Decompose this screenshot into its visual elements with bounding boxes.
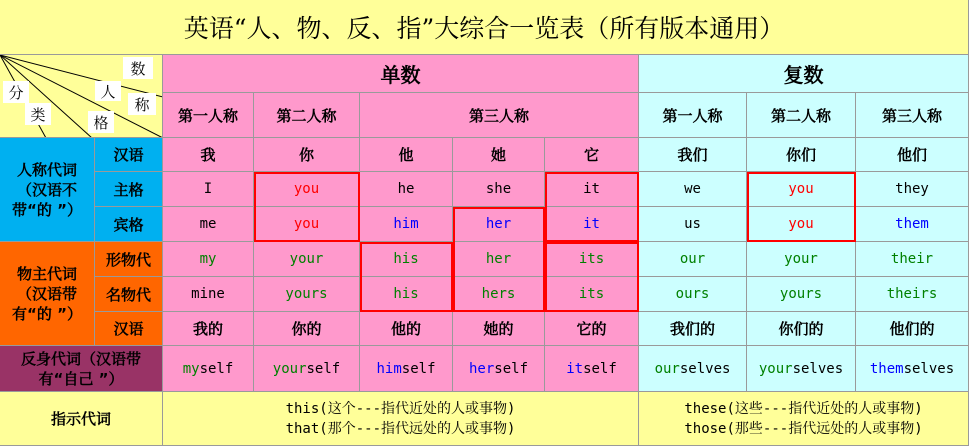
- cell-objective-3s-she: her: [453, 207, 545, 242]
- cell-objective-3s-he: him: [360, 207, 453, 242]
- cell-nominative-3s-he: he: [360, 172, 453, 207]
- cell-hanyu-1p: 我们: [639, 138, 747, 172]
- header-first-person-singular: 第一人称: [163, 93, 254, 138]
- cell-hanyu2-3s-he: 他的: [360, 312, 453, 346]
- group-demonstrative-pronouns: 指示代词: [0, 392, 163, 446]
- cell-adjectival-1p: our: [639, 242, 747, 277]
- cell-nominative-2p: you: [747, 172, 856, 207]
- cell-nominal-2p: yours: [747, 277, 856, 312]
- cell-hanyu-3s-he: 他: [360, 138, 453, 172]
- cell-adjectival-3s-he: his: [360, 242, 453, 277]
- reflexive-stem: my: [182, 360, 200, 377]
- header-first-person-plural: 第一人称: [639, 93, 747, 138]
- demonstrative-these: these(这些---指代近处的人或事物): [684, 400, 923, 417]
- subrow-nominative: 主格: [95, 172, 163, 207]
- cell-reflexive-1p: [639, 346, 747, 392]
- subrow-adjectival-possessive: 形物代: [95, 242, 163, 277]
- header-second-person-singular: 第二人称: [254, 93, 360, 138]
- cell-hanyu-1s: 我: [163, 138, 254, 172]
- cell-nominal-3s-he: his: [360, 277, 453, 312]
- cell-hanyu2-2p: 你们的: [747, 312, 856, 346]
- header-third-person-singular: 第三人称: [360, 93, 639, 138]
- cell-adjectival-1s: my: [163, 242, 254, 277]
- cell-hanyu-3p: 他们: [856, 138, 969, 172]
- group-possessive-pronouns: 物主代词（汉语带有“的 ”）: [0, 242, 95, 346]
- cell-nominative-3s-she: she: [453, 172, 545, 207]
- cell-adjectival-3s-it: its: [545, 242, 639, 277]
- subrow-nominal-possessive: 名物代: [95, 277, 163, 312]
- subrow-hanyu-possessive: 汉语: [95, 312, 163, 346]
- reflexive-stem: her: [468, 360, 495, 377]
- cell-objective-2s: you: [254, 207, 360, 242]
- cell-adjectival-2p: your: [747, 242, 856, 277]
- corner-label-cheng: 称: [128, 93, 156, 115]
- demonstrative-those: those(那些---指代远处的人或事物): [684, 420, 923, 437]
- group-personal-pronouns: 人称代词（汉语不带“的 ”）: [0, 138, 95, 242]
- cell-demonstrative-singular: [163, 392, 639, 446]
- cell-reflexive-3s-she: [453, 346, 545, 392]
- cell-objective-1p: us: [639, 207, 747, 242]
- cell-nominative-2s: you: [254, 172, 360, 207]
- cell-reflexive-2s: [254, 346, 360, 392]
- corner-label-shu: 数: [123, 57, 153, 79]
- reflexive-suffix: selves: [903, 360, 955, 377]
- group-reflexive-pronouns: 反身代词（汉语带有“自己 ”）: [0, 346, 163, 392]
- cell-hanyu-2s: 你: [254, 138, 360, 172]
- cell-hanyu2-1p: 我们的: [639, 312, 747, 346]
- page-title: 英语“人、物、反、指”大综合一览表（所有版本通用）: [0, 0, 969, 55]
- header-second-person-plural: 第二人称: [747, 93, 856, 138]
- cell-hanyu-2p: 你们: [747, 138, 856, 172]
- cell-nominal-3s-it: its: [545, 277, 639, 312]
- corner-label-fen: 分: [3, 81, 29, 103]
- corner-header: [0, 55, 163, 138]
- cell-hanyu-3s-it: 它: [545, 138, 639, 172]
- header-third-person-plural: 第三人称: [856, 93, 969, 138]
- reflexive-suffix: self: [199, 360, 234, 377]
- cell-nominal-1s: mine: [163, 277, 254, 312]
- reflexive-suffix: selves: [679, 360, 731, 377]
- subrow-hanyu: 汉语: [95, 138, 163, 172]
- reflexive-stem: him: [376, 360, 402, 377]
- cell-reflexive-3p: [856, 346, 969, 392]
- reflexive-suffix: self: [494, 360, 528, 377]
- reflexive-suffix: selves: [792, 360, 844, 377]
- cell-nominal-1p: ours: [639, 277, 747, 312]
- corner-label-ge: 格: [88, 111, 114, 133]
- cell-adjectival-3p: their: [856, 242, 969, 277]
- cell-nominative-3s-it: it: [545, 172, 639, 207]
- reflexive-suffix: self: [306, 360, 341, 377]
- cell-reflexive-3s-it: [545, 346, 639, 392]
- cell-hanyu2-3s-it: 它的: [545, 312, 639, 346]
- reflexive-stem: your: [758, 360, 793, 377]
- reflexive-stem: your: [272, 360, 307, 377]
- reflexive-stem: it: [566, 360, 584, 377]
- subrow-objective: 宾格: [95, 207, 163, 242]
- cell-objective-3p: them: [856, 207, 969, 242]
- cell-nominal-3p: theirs: [856, 277, 969, 312]
- cell-objective-3s-it: it: [545, 207, 639, 242]
- reflexive-suffix: self: [583, 360, 617, 377]
- cell-hanyu2-3p: 他们的: [856, 312, 969, 346]
- cell-demonstrative-plural: [639, 392, 969, 446]
- cell-objective-1s: me: [163, 207, 254, 242]
- cell-nominal-2s: yours: [254, 277, 360, 312]
- cell-adjectival-3s-she: her: [453, 242, 545, 277]
- corner-label-ren: 人: [95, 81, 121, 101]
- cell-reflexive-2p: [747, 346, 856, 392]
- cell-nominal-3s-she: hers: [453, 277, 545, 312]
- reflexive-suffix: self: [401, 360, 436, 377]
- cell-reflexive-3s-he: [360, 346, 453, 392]
- cell-objective-2p: you: [747, 207, 856, 242]
- singular-header: 单数: [163, 55, 639, 93]
- reflexive-stem: our: [654, 360, 680, 377]
- cell-hanyu-3s-she: 她: [453, 138, 545, 172]
- cell-hanyu2-1s: 我的: [163, 312, 254, 346]
- cell-nominative-3p: they: [856, 172, 969, 207]
- corner-label-lei: 类: [25, 103, 51, 125]
- reflexive-stem: them: [869, 360, 904, 377]
- cell-hanyu2-3s-she: 她的: [453, 312, 545, 346]
- cell-nominative-1p: we: [639, 172, 747, 207]
- plural-header: 复数: [639, 55, 969, 93]
- cell-nominative-1s: I: [163, 172, 254, 207]
- demonstrative-this: this(这个---指代近处的人或事物): [285, 400, 516, 417]
- cell-hanyu2-2s: 你的: [254, 312, 360, 346]
- cell-reflexive-1s: [163, 346, 254, 392]
- cell-adjectival-2s: your: [254, 242, 360, 277]
- demonstrative-that: that(那个---指代远处的人或事物): [285, 420, 516, 437]
